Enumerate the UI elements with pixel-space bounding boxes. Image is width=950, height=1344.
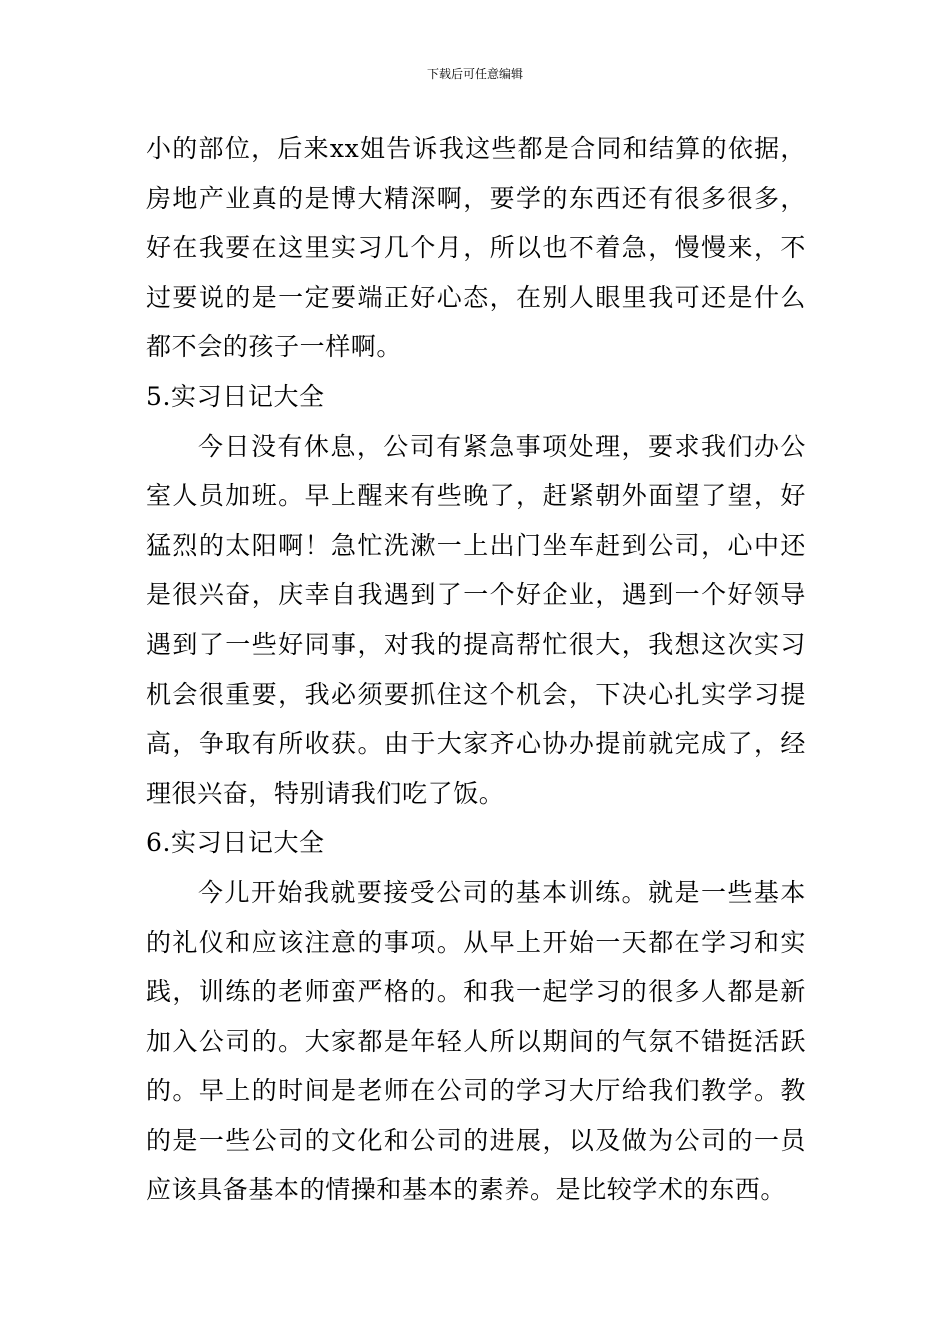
page-header: 下载后可任意编辑 [426, 67, 523, 81]
section-heading-6: 6.实习日记大全 [146, 828, 325, 858]
section-heading-5: 5.实习日记大全 [146, 381, 325, 411]
document-body [146, 124, 806, 1215]
paragraph-section-6: 今儿开始我就要接受公司的基本训练。就是一些基本的礼仪和应该注意的事项。从早上开始一天都在学习和实践，训练的老师蛮严格的。和我一起学习的很多人都是新加入公司的。大家都是年轻人所以期间的气氛不错挺活跃的。早上的时间是老师在公司的学习大厅给我们教学。教的是一些公司的文化和公司的进展，以及做为公司的一员应该具备基本的情操和基本的素养。是比较学术的东西。 [146, 877, 806, 1205]
paragraph-section-5: 今日没有休息，公司有紧急事项处理，要求我们办公室人员加班。早上醒来有些晚了，赶紧朝外面望了望，好猛烈的太阳啊！急忙洗漱一上出门坐车赶到公司，心中还是很兴奋，庆幸自我遇到了一个好企业，遇到一个好领导遇到了一些好同事，对我的提高帮忙很大，我想这次实习机会很重要，我必须要抓住这个机会，下决心扎实学习提高，争取有所收获。由于大家齐心协办提前就完成了，经理很兴奋，特别请我们吃了饭。 [146, 431, 806, 808]
paragraph-continued: 小的部位，后来xx姐告诉我这些都是合同和结算的依据，房地产业真的是博大精深啊，要学的东西还有很多很多，好在我要在这里实习几个月，所以也不着急，慢慢来，不过要说的是一定要端正好心态，在别人眼里我可还是什么都不会的孩子一样啊。 [146, 134, 806, 362]
